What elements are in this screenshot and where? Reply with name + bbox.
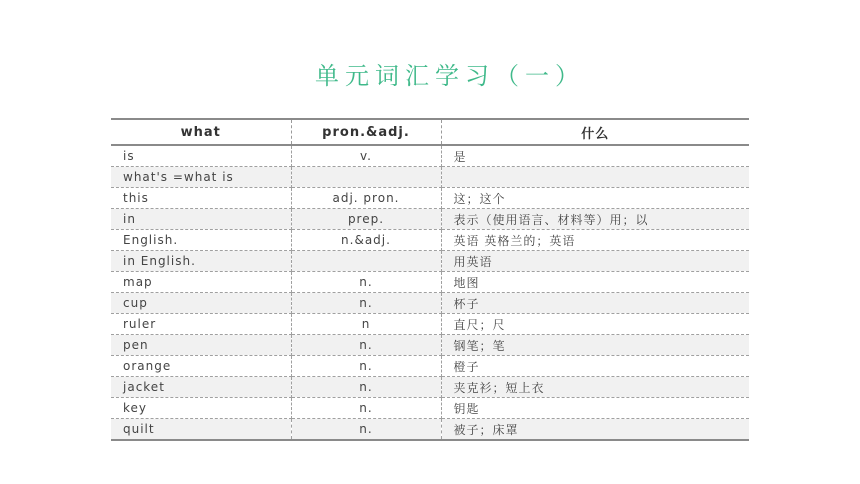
- word-cell: English.: [111, 230, 291, 251]
- table-body: [111, 145, 749, 440]
- meaning-cell: 这；这个: [441, 188, 749, 209]
- meaning-cell: 夹克衫；短上衣: [441, 377, 749, 398]
- word-cell: what's =what is: [111, 167, 291, 188]
- part-of-speech-cell: prep.: [291, 209, 441, 230]
- word-cell: orange: [111, 356, 291, 377]
- meaning-cell: 钢笔；笔: [441, 335, 749, 356]
- word-cell: in: [111, 209, 291, 230]
- table-row: [111, 377, 749, 398]
- part-of-speech-cell: adj. pron.: [291, 188, 441, 209]
- table-row: [111, 398, 749, 419]
- part-of-speech-cell: n.: [291, 356, 441, 377]
- slide-title: 单元词汇学习（一）: [315, 62, 585, 90]
- word-cell: this: [111, 188, 291, 209]
- meaning-cell: 英语 英格兰的；英语: [441, 230, 749, 251]
- meaning-cell: 直尺；尺: [441, 314, 749, 335]
- meaning-cell: 橙子: [441, 356, 749, 377]
- table-header-row: [111, 119, 749, 145]
- word-cell: pen: [111, 335, 291, 356]
- meaning-cell: 用英语: [441, 251, 749, 272]
- table-row: [111, 209, 749, 230]
- header-part-of-speech: pron.&adj.: [291, 119, 441, 145]
- part-of-speech-cell: n.: [291, 419, 441, 441]
- part-of-speech-cell: [291, 251, 441, 272]
- word-cell: quilt: [111, 419, 291, 441]
- meaning-cell: 钥匙: [441, 398, 749, 419]
- word-cell: is: [111, 145, 291, 167]
- meaning-cell: 是: [441, 145, 749, 167]
- word-cell: in English.: [111, 251, 291, 272]
- part-of-speech-cell: n.: [291, 398, 441, 419]
- meaning-cell: 杯子: [441, 293, 749, 314]
- meaning-cell: 被子；床罩: [441, 419, 749, 441]
- part-of-speech-cell: n.: [291, 272, 441, 293]
- table-row: [111, 145, 749, 167]
- table-row: [111, 230, 749, 251]
- meaning-cell: [441, 167, 749, 188]
- word-cell: jacket: [111, 377, 291, 398]
- header-word: what: [111, 119, 291, 145]
- table-row: [111, 272, 749, 293]
- table-row: [111, 356, 749, 377]
- vocabulary-table: [111, 118, 749, 441]
- part-of-speech-cell: n.: [291, 293, 441, 314]
- part-of-speech-cell: v.: [291, 145, 441, 167]
- part-of-speech-cell: n.: [291, 377, 441, 398]
- part-of-speech-cell: n: [291, 314, 441, 335]
- part-of-speech-cell: n.&adj.: [291, 230, 441, 251]
- table-row: [111, 167, 749, 188]
- meaning-cell: 表示（使用语言、材料等）用；以: [441, 209, 749, 230]
- table-row: [111, 314, 749, 335]
- word-cell: map: [111, 272, 291, 293]
- word-cell: ruler: [111, 314, 291, 335]
- table-row: [111, 419, 749, 441]
- table-row: [111, 188, 749, 209]
- header-meaning: 什么: [441, 119, 749, 145]
- meaning-cell: 地图: [441, 272, 749, 293]
- part-of-speech-cell: n.: [291, 335, 441, 356]
- table-row: [111, 293, 749, 314]
- word-cell: cup: [111, 293, 291, 314]
- word-cell: key: [111, 398, 291, 419]
- part-of-speech-cell: [291, 167, 441, 188]
- table-row: [111, 335, 749, 356]
- table-row: [111, 251, 749, 272]
